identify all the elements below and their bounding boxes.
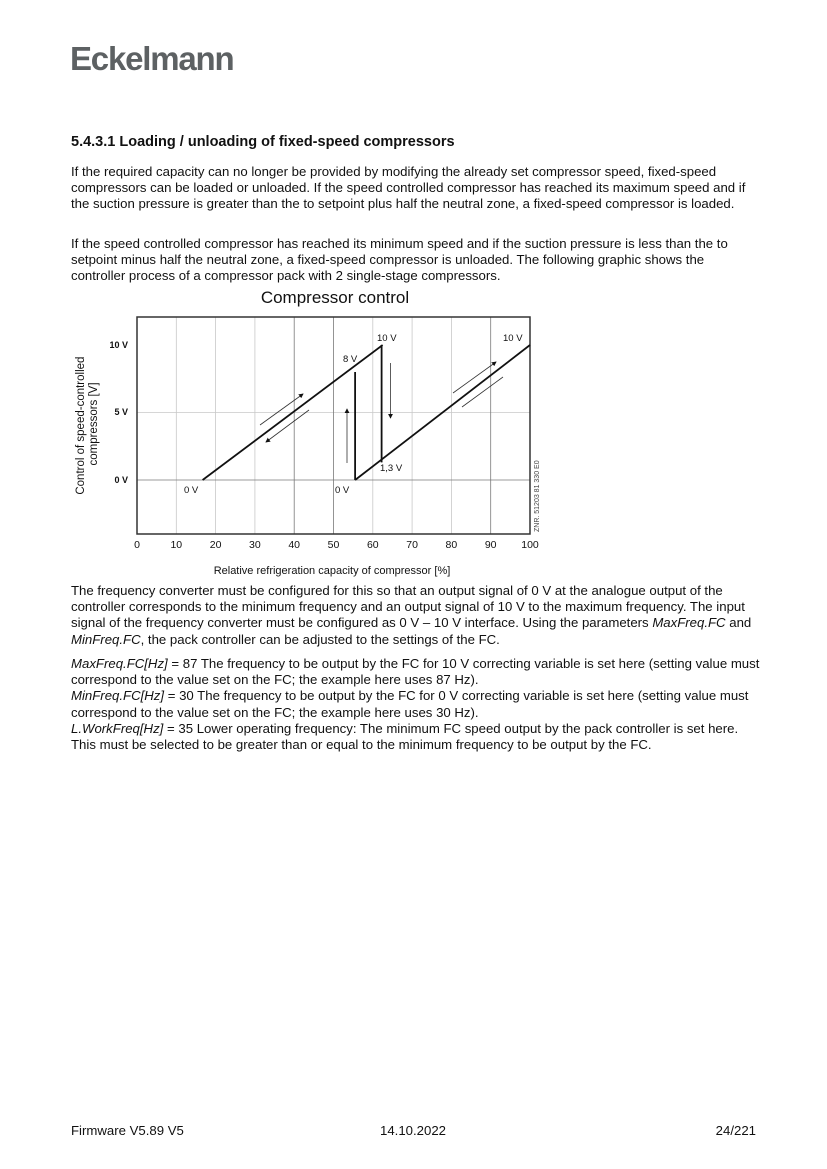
- annotation-10v-peak: 10 V: [377, 333, 397, 344]
- x-axis-label: Relative refrigeration capacity of compressor [%]: [213, 565, 451, 577]
- y-tick-0v: 0 V: [114, 475, 128, 485]
- parameter-name: MinFreq.FC[Hz]: [71, 688, 165, 704]
- x-tick-60: 60: [366, 539, 379, 551]
- parameter-name: L.WorkFreq[Hz]: [71, 720, 164, 736]
- param-maxfreq-ref: MaxFreq.FC: [652, 615, 726, 631]
- fc-text-a: The frequency converter must be configured for this so that an output signal of 0 V at the analogue output of the controller corresponds to the minimum frequency and an output signal of 10 V to the maximum frequency. The input signal of the frequency converter must be configured as 0 V – 10 V interface. Using the parameters: [71, 583, 745, 631]
- footer-page-number: 24/221: [715, 1123, 756, 1138]
- x-tick-80: 80: [445, 539, 458, 551]
- annotation-0v-start: 0 V: [184, 485, 199, 496]
- x-tick-40: 40: [288, 539, 301, 551]
- x-tick-30: 30: [249, 539, 261, 551]
- parameter-description: = 35 Lower operating frequency: The minimum FC speed output by the pack controller is set here. This must be selected to be greater than or equal to the minimum frequency to be output by the FC.: [71, 720, 739, 753]
- x-tick-10: 10: [170, 539, 183, 551]
- parameter-name: MaxFreq.FC[Hz]: [71, 656, 168, 671]
- section-heading: 5.4.3.1 Loading / unloading of fixed-speed compressors: [71, 134, 455, 150]
- parameter-lworkfreq: [71, 721, 761, 753]
- parameter-maxfreq: [71, 656, 761, 688]
- fc-text-c: , the pack controller can be adjusted to the settings of the FC.: [140, 631, 500, 647]
- paragraph-frequency-converter: [71, 583, 761, 648]
- arrow-down-left-left: [266, 410, 309, 442]
- x-tick-90: 90: [484, 539, 497, 551]
- chart-title: Compressor control: [260, 288, 410, 307]
- paragraph-unloading: If the speed controlled compressor has reached its minimum speed and if the suction pressure is less than the to setpoint minus half the neutral zone, a fixed-speed compressor is unloaded. The following graphic shows the controller process of a compressor pack with 2 single-stage compressors.: [71, 236, 728, 284]
- paragraph-loading: If the required capacity can no longer be provided by modifying the already set compressor speed, fixed-speed compressors can be loaded or unloaded. If the speed controlled compressor has reached its maximum speed and if the suction pressure is greater than the to setpoint plus half the neutral zone, a fixed-speed compressor is loaded.: [71, 164, 746, 212]
- compressor-control-chart: [70, 284, 560, 580]
- footer-firmware: Firmware V5.89 V5: [71, 1123, 184, 1138]
- y-axis-label: Control of speed-controlled compressors [V]: [75, 356, 100, 495]
- y-tick-10v: 10 V: [109, 340, 128, 350]
- x-tick-0: 0: [134, 539, 140, 551]
- y-tick-5v: 5 V: [114, 407, 128, 417]
- annotation-8v: 8 V: [343, 354, 358, 365]
- footer-date: 14.10.2022: [380, 1123, 447, 1138]
- x-tick-70: 70: [406, 539, 418, 551]
- x-tick-20: 20: [209, 539, 222, 551]
- parameter-description: = 87 The frequency to be output by the FC for 10 V correcting variable is set here (setting value must correspond to the value set on the FC; the example here uses 87 Hz).: [71, 656, 760, 688]
- annotation-0v-second: 0 V: [335, 485, 350, 496]
- grid-dark: [137, 317, 530, 534]
- fc-text-b: and: [725, 615, 752, 631]
- x-tick-50: 50: [327, 539, 340, 551]
- parameter-minfreq: [71, 688, 761, 720]
- drawing-reference: ZNR. 51203 81 330 E0: [534, 460, 541, 532]
- param-minfreq-ref: MinFreq.FC: [71, 631, 141, 647]
- x-tick-100: 100: [521, 539, 539, 551]
- eckelmann-logo: Eckelmann: [70, 40, 234, 77]
- annotation-1-3v: 1,3 V: [380, 463, 403, 474]
- parameter-description: = 30 The frequency to be output by the FC for 0 V correcting variable is set here (setting value must correspond to the value set on the FC; the example here uses 30 Hz).: [71, 688, 749, 720]
- annotation-10v-end: 10 V: [503, 333, 523, 344]
- parameter-list: [71, 656, 761, 753]
